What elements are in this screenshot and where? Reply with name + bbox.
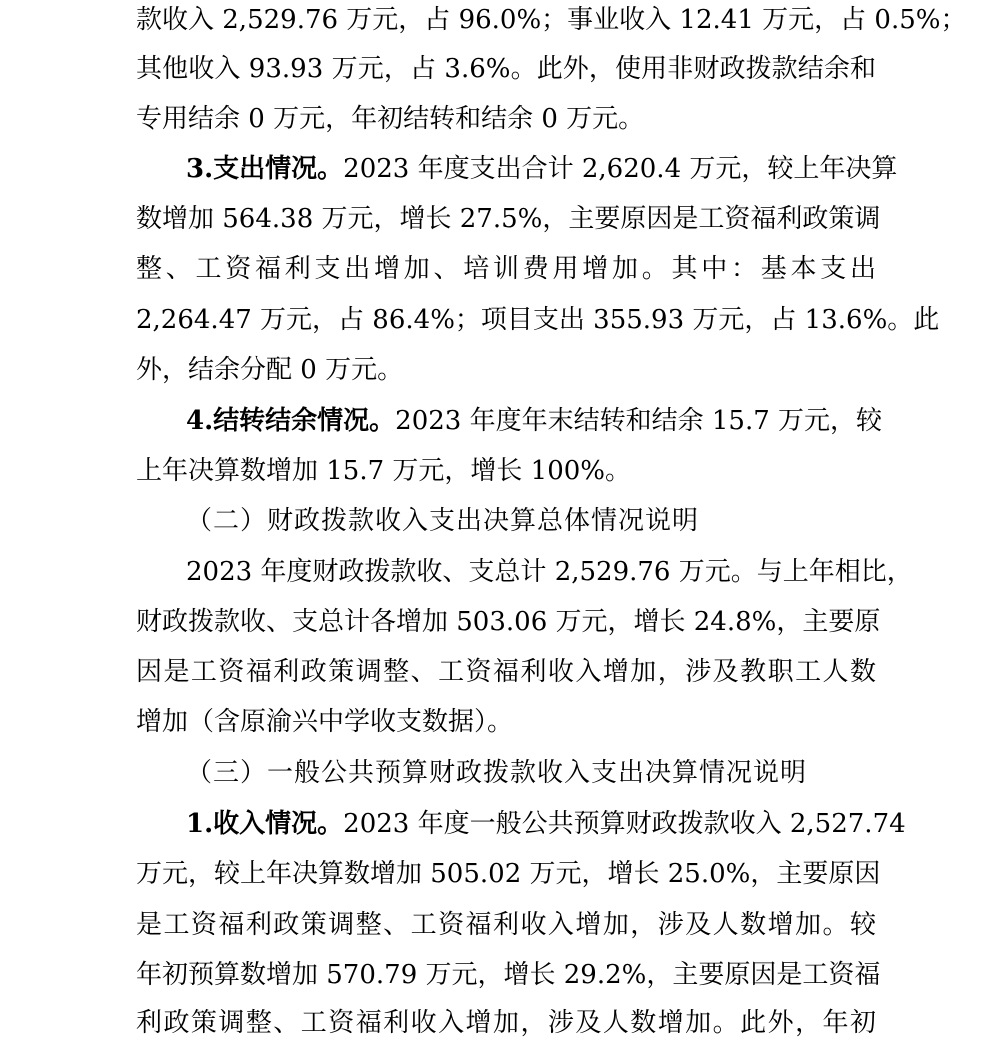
section-balance-first-line [186, 401, 883, 441]
paragraph-text [213, 406, 882, 436]
paragraph-line: 增加（含原渝兴中学收支数据）。 [136, 707, 514, 737]
paragraph-line: 万元，较上年决算数增加 505.02 万元，增长 25.0%，主要原因 [136, 859, 881, 889]
section-title: 结转结余情况。 [213, 406, 396, 436]
paragraph-line: 2023 年度财政拨款收、支总计 2,529.76 万元。与上年相比， [186, 557, 913, 587]
paragraph-line: 整、工资福利支出增加、培训费用增加。其中：基本支出 [136, 254, 876, 284]
section-body: 2023 年度一般公共预算财政拨款收入 2,527.74 [343, 809, 906, 839]
section-income-first-line [186, 804, 906, 844]
section-body: 2023 年度年末结转和结余 15.7 万元，较 [395, 406, 883, 436]
paragraph-line: 利政策调整、工资福利收入增加，涉及人数增加。此外，年初 [136, 1008, 876, 1038]
paragraph-line: 年初预算数增加 570.79 万元，增长 29.2%，主要原因是工资福 [136, 960, 881, 990]
paragraph-line: 上年决算数增加 15.7 万元，增长 100%。 [136, 456, 632, 486]
paragraph-line: 其他收入 93.93 万元，占 3.6%。此外，使用非财政拨款结余和 [136, 54, 876, 84]
paragraph-line: 外，结余分配 0 万元。 [136, 355, 404, 385]
section-number: 3. [186, 154, 214, 184]
paragraph-line: 数增加 564.38 万元，增长 27.5%，主要原因是工资福利政策调 [136, 204, 881, 234]
section-title: 收入情况。 [213, 809, 344, 839]
section-body: 2023 年度支出合计 2,620.4 万元，较上年决算 [343, 154, 898, 184]
paragraph-line: 款收入 2,529.76 万元，占 96.0%；事业收入 12.41 万元，占 0.5%； [136, 5, 967, 35]
paragraph-line: 是工资福利政策调整、工资福利收入增加，涉及人数增加。较 [136, 910, 876, 940]
section-title: 支出情况。 [213, 154, 344, 184]
subsection-heading: （二）财政拨款收入支出决算总体情况说明 [186, 506, 700, 536]
paragraph-line: 财政拨款收、支总计各增加 503.06 万元，增长 24.8%，主要原 [136, 607, 881, 637]
subsection-heading: （三）一般公共预算财政拨款收入支出决算情况说明 [186, 758, 808, 788]
paragraph-text [213, 154, 897, 184]
paragraph-text [213, 809, 906, 839]
paragraph-line: 2,264.47 万元，占 86.4%；项目支出 355.93 万元，占 13.6%。此 [136, 305, 940, 335]
section-expenditure-first-line [186, 149, 898, 189]
section-number: 4. [186, 406, 214, 436]
paragraph-line: 专用结余 0 万元，年初结转和结余 0 万元。 [136, 104, 645, 134]
section-number: 1. [186, 809, 214, 839]
paragraph-line: 因是工资福利政策调整、工资福利收入增加，涉及教职工人数 [136, 657, 876, 687]
